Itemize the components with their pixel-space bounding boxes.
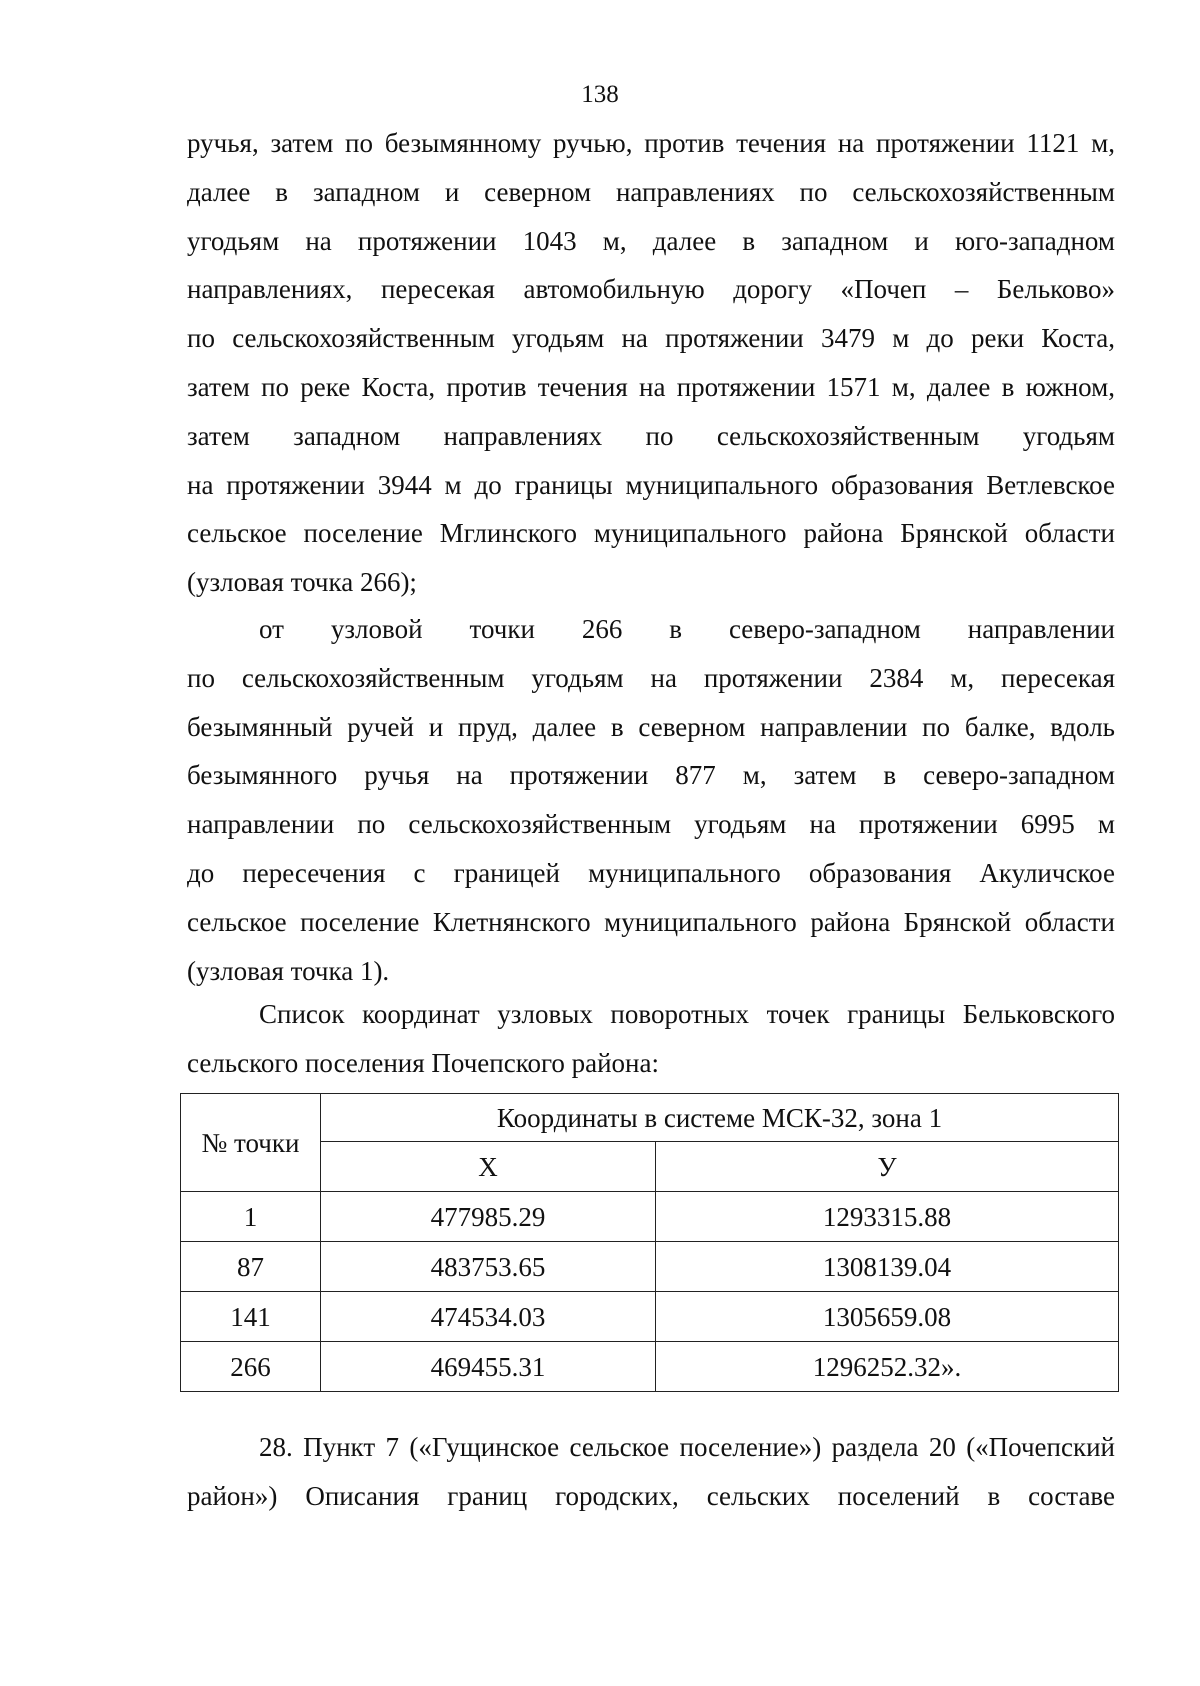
table-row [181, 1242, 1119, 1292]
point-number-cell: 266 [181, 1342, 321, 1392]
point-number-cell: 141 [181, 1292, 321, 1342]
text-line: угодьям на протяжении 1043 м, далее в западном и юго-западном [187, 225, 1115, 256]
text-line: (узловая точка 266); [187, 567, 417, 598]
text-line: по сельскохозяйственным угодьям на протяжении 2384 м, пересекая [187, 662, 1115, 693]
point-number-header: № точки [181, 1094, 321, 1192]
text-line: Список координат узловых поворотных точек границы Бельковского [259, 999, 1115, 1029]
text-line: направлениях, пересекая автомобильную дорогу «Почеп – Бельково» [187, 274, 1115, 305]
point-number-cell: 87 [181, 1242, 321, 1292]
table-row [181, 1292, 1119, 1342]
text-line: район») Описания границ городских, сельских поселений в составе [187, 1480, 1115, 1511]
paragraph-coordinate-list-intro [187, 997, 1115, 1095]
text-line: до пересечения с границей муниципального образования Акуличское [187, 857, 1115, 888]
text-line: сельское поселение Клетнянского муниципального района Брянской области [187, 906, 1115, 937]
point-number-cell: 1 [181, 1192, 321, 1242]
paragraph-boundary-description-2 [187, 612, 1115, 1002]
text-line: затем западном направлениях по сельскохозяйственным угодьям [187, 420, 1115, 451]
text-line: сельского поселения Почепского района: [187, 1047, 659, 1078]
page-number: 138 [581, 81, 619, 108]
text-line: по сельскохозяйственным угодьям на протяжении 3479 м до реки Коста, [187, 323, 1115, 354]
table-row [181, 1192, 1119, 1242]
text-line: далее в западном и северном направлениях по сельскохозяйственным [187, 176, 1115, 207]
coordinate-system-header: Координаты в системе МСК-32, зона 1 [321, 1094, 1119, 1142]
text-line: 28. Пункт 7 («Гущинское сельское поселение») раздела 20 («Почепский [259, 1432, 1115, 1462]
y-coordinate-cell: 1296252.32». [656, 1342, 1119, 1392]
text-line: на протяжении 3944 м до границы муниципального образования Ветлевское [187, 469, 1115, 500]
text-line: сельское поселение Мглинского муниципального района Брянской области [187, 518, 1115, 549]
y-column-header: У [656, 1142, 1119, 1192]
y-coordinate-cell: 1305659.08 [656, 1292, 1119, 1342]
text-line: направлении по сельскохозяйственным угодьям на протяжении 6995 м [187, 809, 1115, 840]
x-coordinate-cell: 477985.29 [321, 1192, 656, 1242]
text-line: безымянного ручья на протяжении 877 м, затем в северо-западном [187, 760, 1115, 791]
x-coordinate-cell: 483753.65 [321, 1242, 656, 1292]
paragraph-boundary-description-1 [187, 126, 1115, 614]
text-line: ручья, затем по безымянному ручью, против течения на протяжении 1121 м, [187, 128, 1115, 158]
x-coordinate-cell: 469455.31 [321, 1342, 656, 1392]
text-line: безымянный ручей и пруд, далее в северном направлении по балке, вдоль [187, 711, 1115, 742]
table-subheader-row [181, 1142, 1119, 1192]
text-line: затем по реке Коста, против течения на протяжении 1571 м, далее в южном, [187, 371, 1115, 402]
coordinates-table [180, 1093, 1119, 1392]
table-header-row [181, 1094, 1119, 1142]
table-row [181, 1342, 1119, 1392]
y-coordinate-cell: 1308139.04 [656, 1242, 1119, 1292]
y-coordinate-cell: 1293315.88 [656, 1192, 1119, 1242]
x-coordinate-cell: 474534.03 [321, 1292, 656, 1342]
paragraph-amendment-item-28 [187, 1430, 1115, 1528]
text-line: от узловой точки 266 в северо-западном направлении [259, 614, 1115, 644]
text-line: (узловая точка 1). [187, 955, 390, 986]
x-column-header: Х [321, 1142, 656, 1192]
